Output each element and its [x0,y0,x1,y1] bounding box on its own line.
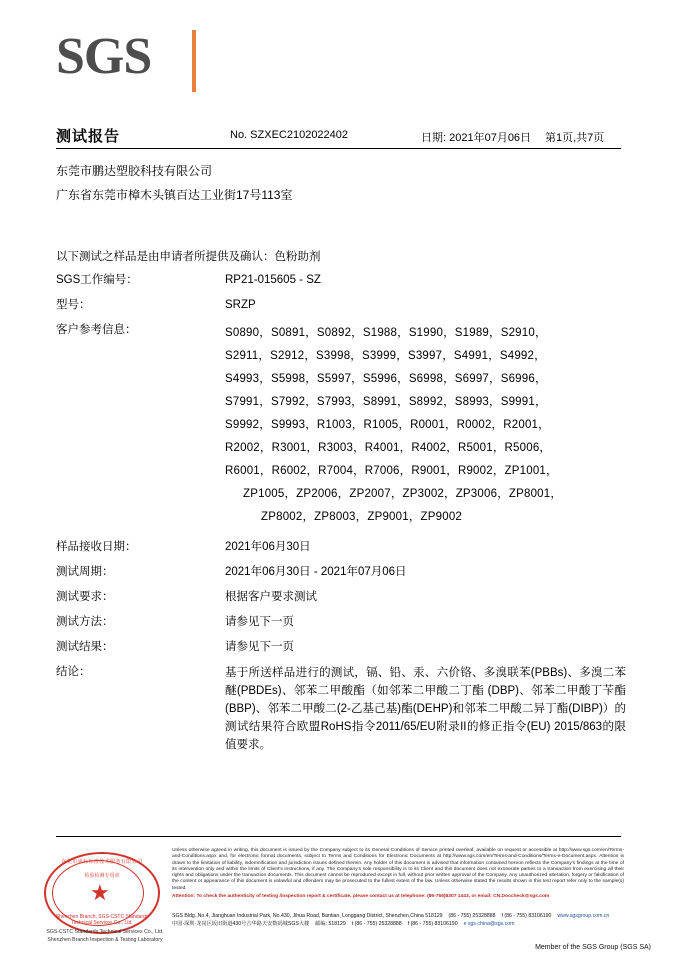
legal-body: Unless otherwise agreed in writing, this document is issued by the Company subject to its General Conditions of Service printed overleaf, available on request or accessible at http://www.sgs.com/en/Terms-and-Conditions.aspx and, for electronic format documents, subject to Terms and Conditions for Electronic Documents at http://www.sgs.com/en/Terms-and-Conditions/Terms-e-Document.aspx. Attention is drawn to the limitation of liability, indemnification and jurisdiction issues defined therein. Any holder of this document is advised that information contained hereon reflects the Company's findings at the time of its intervention only and within the limits of Client's instructions, if any. The Company's sole responsibility is to its Client and this document does not exonerate parties to a transaction from exercising all their rights and obligations under the transaction documents. This document cannot be reproduced except in full, without prior written approval of the Company. Any unauthorized alteration, forgery or falsification of the content or appearance of this document is unlawful and offenders may be prosecuted to the fullest extent of the law. Unless otherwise stated the results shown in this test report refer only to the sample(s) tested. [172,848,624,891]
address-tel: (86 - 755) 25328888 [448,913,496,919]
logo-accent-bar [192,30,196,92]
field-label: 结论： [56,666,91,678]
list-item: R2002，R3001，R3003，R4001，R4002，R5001，R5006， [225,442,552,454]
field-label: SGS工作编号： [56,274,138,286]
report-number: No. SZXEC2102022402 [230,129,349,141]
address-row [172,920,624,928]
address-cn: 中国·深圳·龙岗区坂田街道430号吉华路天安数码城SGS大楼 [172,921,310,927]
field-value: SRZP [225,299,256,311]
address-tel: t (86 - 755) 25328888 [351,921,402,927]
address-row [172,912,624,920]
field-row [56,589,626,605]
field-value: 请参见下一页 [225,641,294,653]
field-label: 测试方法： [56,616,114,628]
field-label: 型号： [56,299,91,311]
field-label: 测试结果： [56,641,114,653]
list-item: ZP1005，ZP2006，ZP2007，ZP3002，ZP3006，ZP8001， [243,488,563,500]
address-email[interactable]: e sgs.china@sgs.com [463,921,515,927]
address-en: SGS Bldg.,No.4, Jianghuan Industrial Park, No.430, Jihua Road, Bantian, Longgang District, Shenzhen,China 518129 [172,913,443,919]
footer-address-block [172,912,624,928]
field-row [56,272,626,288]
address-web[interactable]: www.sgsgroup.com.cn [557,913,610,919]
page-title: 测试报告 [56,128,121,145]
official-stamp [40,852,168,943]
list-item: S4993，S5998，S5997，S5996，S6998，S6997，S6996， [225,373,547,385]
field-table [56,272,626,763]
report-date: 日期: 2021年07月06日 [421,132,532,144]
field-label: 样品接收日期： [56,541,137,553]
conclusion-text: 基于所送样品进行的测试，镉、铅、汞、六价铬、多溴联苯(PBBs)、多溴二苯醚(PBDEs)、邻苯二甲酸酯（如邻苯二甲酸二丁酯 (DBP)、邻苯二甲酸丁苄酯(BBP)、邻苯二甲酸二(2-乙基己基)酯(DEHP)和邻苯二甲酸二异丁酯(DIBP)）的测试结果符合欧盟RoHS指令2011/65/EU附录II的修正指令(EU) 2015/863的限值要求。 [225,667,626,751]
legal-attention: Attention: To check the authenticity of testing /inspection report & certificate, please contact us at telephone: (86-755)8307 1443, or email: CN.Doccheck@sgs.com [172,894,550,900]
field-value: 请参见下一页 [225,616,294,628]
page-count: 第1页,共7页 [545,132,605,144]
address-fax: f (86 - 755) 83106190 [501,913,552,919]
list-item: S0890，S0891，S0892，S1988，S1990，S1989，S2910， [225,327,547,339]
field-row [56,614,626,630]
footer-divider [56,836,621,837]
list-item: R6001，R6002，R7004，R7006，R9001，R9002，ZP1001， [225,465,558,477]
field-row [56,297,626,313]
sample-intro: 以下测试之样品是由申请者所提供及确认：色粉助剂 [56,251,321,263]
field-value: 2021年06月30日 [225,541,311,553]
field-row [56,564,626,580]
customer-reference-list [225,322,626,529]
address-fax: f (86 - 755) 83106190 [407,921,458,927]
field-value: 根据客户要求测试 [225,591,317,603]
field-row [56,639,626,655]
address-zip: 邮编: 518129 [315,921,346,927]
list-item: ZP8002，ZP8003，ZP9001，ZP9002 [261,511,463,523]
list-item: S9992，S9993，R1003，R1005，R0001，R0002，R2001， [225,419,550,431]
field-value: RP21-015605 - SZ [225,274,321,286]
stamp-top-text: 东莞市通标标准技术服务有限公司 [61,859,143,865]
field-label: 测试周期： [56,566,114,578]
field-value: 2021年06月30日 - 2021年07月06日 [225,566,407,578]
stamp-caption: SGS-CSTC Standards Technical Services Co., Ltd. Shenzhen Branch Inspection & Testing Laboratory [46,929,164,943]
list-item: S7991，S7992，S7993，S8991，S8992，S8993，S9991， [225,396,547,408]
field-row [56,539,626,555]
legal-disclaimer [172,848,624,900]
company-name: 东莞市鹏达塑胶科技有限公司 [56,164,213,178]
company-address: 广东省东莞市樟木头镇百达工业街17号113室 [56,188,293,202]
customer-reference-row [56,322,626,529]
conclusion-row [56,664,626,754]
sgs-logo [56,28,196,94]
field-label: 测试要求： [56,591,114,603]
stamp-bottom-text: Shenzhen Branch, SGS-CSTC Standards Technical Services Co., Ltd. [55,914,149,926]
logo-text: SGS [56,28,152,85]
field-label: 客户参考信息： [56,324,137,336]
star-icon: ★ [90,880,110,905]
list-item: S2911，S2912，S3998，S3999，S3997，S4991，S4992， [225,350,546,362]
header-divider [56,148,621,149]
stamp-mid-text: 检验检测专用章 [84,873,120,879]
member-of-group: Member of the SGS Group (SGS SA) [535,944,651,951]
